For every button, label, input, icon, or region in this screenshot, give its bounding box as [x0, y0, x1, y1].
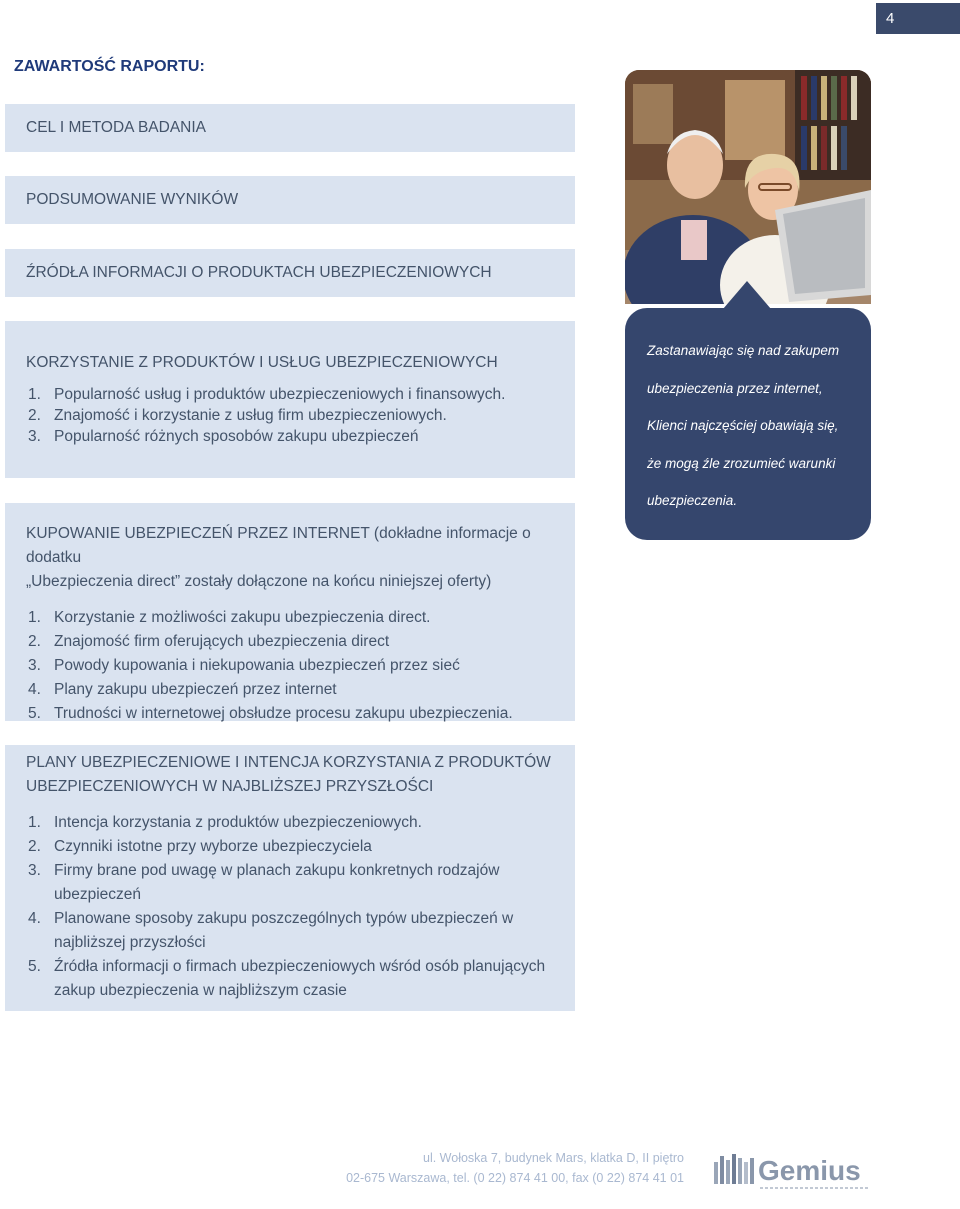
list-item: 1. Popularność usług i produktów ubezpieczeniowych i finansowych. [28, 386, 506, 403]
section-heading: UBEZPIECZENIOWYCH W NAJBLIŻSZEJ PRZYSZŁOŚCI [26, 778, 434, 795]
section-sources [5, 249, 575, 297]
list-item: 3. Firmy brane pod uwagę w planach zakupu konkretnych rodzajów ubezpieczeń [28, 862, 500, 903]
section-list [26, 606, 575, 726]
list-item: 4. Plany zakupu ubezpieczeń przez internet [28, 681, 337, 698]
section-heading: PODSUMOWANIE WYNIKÓW [26, 191, 239, 208]
list-item: 1. Korzystanie z możliwości zakupu ubezpieczenia direct. [28, 609, 431, 626]
callout-box [625, 308, 871, 540]
list-item: 3. Powody kupowania i niekupowania ubezpieczeń przez sieć [28, 657, 460, 674]
callout-line: ubezpieczenia przez internet, [647, 380, 823, 396]
address-line: 02-675 Warszawa, tel. (0 22) 874 41 00, fax (0 22) 874 41 01 [346, 1171, 684, 1185]
section-internet-buying [5, 503, 575, 721]
callout-line: ubezpieczenia. [647, 493, 738, 508]
section-list [26, 811, 551, 1003]
list-item: 2. Czynniki istotne przy wyborze ubezpieczyciela [28, 838, 372, 855]
list-item: 2. Znajomość i korzystanie z usług firm ubezpieczeniowych. [28, 407, 447, 424]
list-item: 5. Trudności w internetowej obsłudze procesu zakupu ubezpieczenia. [28, 705, 513, 722]
section-method [5, 104, 575, 152]
footer-address [346, 1148, 684, 1188]
callout-line: Zastanawiając się nad zakupem [647, 343, 840, 358]
section-summary [5, 176, 575, 224]
couple-laptop-photo [625, 70, 871, 304]
section-heading: „Ubezpieczenia direct” zostały dołączone na końcu niniejszej oferty) [26, 573, 492, 590]
section-usage [5, 321, 575, 478]
section-plans [5, 745, 575, 1011]
section-list [26, 384, 575, 447]
list-item: 4. Planowane sposoby zakupu poszczególnych typów ubezpieczeń w najbliższej przyszłości [28, 910, 514, 951]
list-item: 1. Intencja korzystania z produktów ubezpieczeniowych. [28, 814, 422, 831]
report-title: ZAWARTOŚĆ RAPORTU: [14, 58, 205, 75]
section-heading: PLANY UBEZPIECZENIOWE I INTENCJA KORZYSTANIA Z PRODUKTÓW [26, 754, 551, 771]
section-heading: KORZYSTANIE Z PRODUKTÓW I USŁUG UBEZPIECZENIOWYCH [26, 354, 498, 371]
gemius-logo [712, 1148, 872, 1198]
section-heading: ŹRÓDŁA INFORMACJI O PRODUKTACH UBEZPIECZENIOWYCH [26, 264, 492, 281]
list-item: 3. Popularność różnych sposobów zakupu ubezpieczeń [28, 428, 419, 445]
address-line: ul. Wołoska 7, budynek Mars, klatka D, II piętro [423, 1151, 684, 1165]
callout-line: że mogą źle zrozumieć warunki [647, 455, 836, 471]
callout-arrow [723, 281, 771, 309]
list-item: 2. Znajomość firm oferujących ubezpieczenia direct [28, 633, 390, 650]
section-heading: KUPOWANIE UBEZPIECZEŃ PRZEZ INTERNET (dokładne informacje o dodatku [26, 525, 531, 566]
list-item: 5. Źródła informacji o firmach ubezpieczeniowych wśród osób planujących zakup ubezpieczenia w najbliższym czasie [28, 958, 546, 999]
photo-illustration [625, 70, 871, 304]
section-heading: CEL I METODA BADANIA [26, 119, 207, 136]
callout-line: Klienci najczęściej obawiają się, [647, 418, 839, 433]
page-number: 4 [876, 3, 960, 34]
gemius-logo-mark [712, 1148, 872, 1198]
svg-text:Gemius: Gemius [758, 1155, 861, 1186]
